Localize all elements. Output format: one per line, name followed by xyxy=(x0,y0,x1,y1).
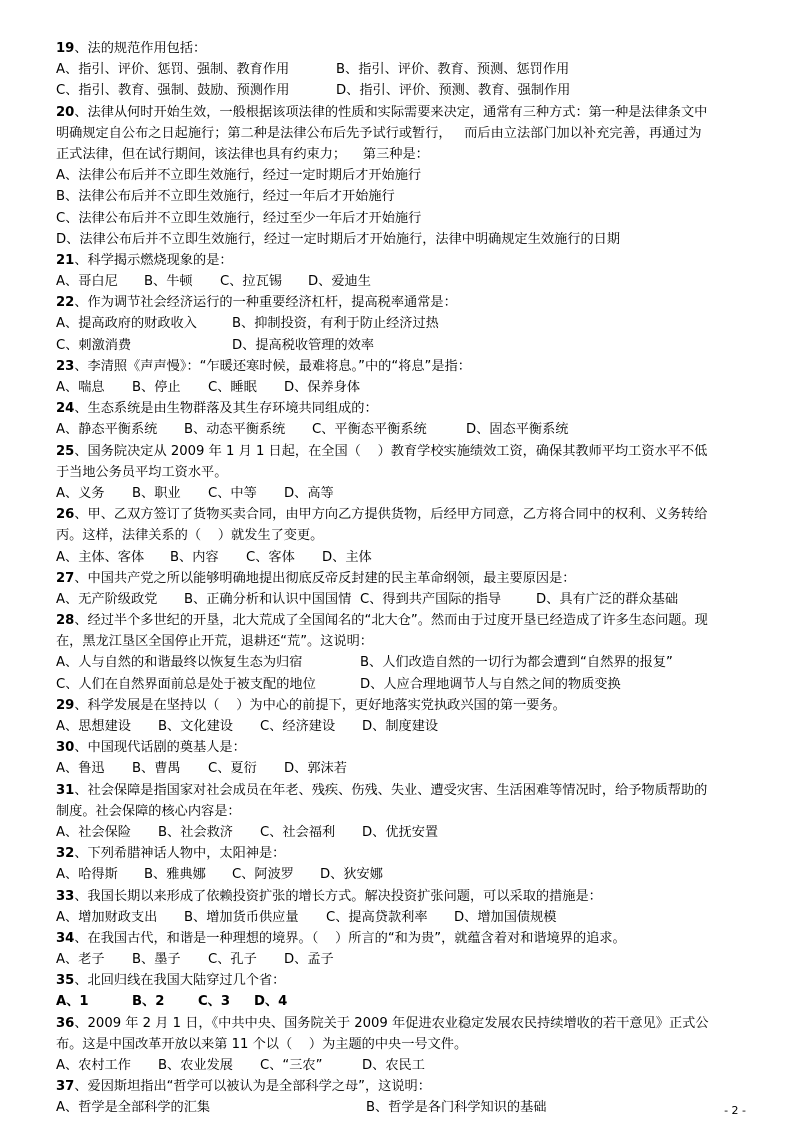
answer-option: C、孔子 xyxy=(208,952,257,968)
question-number: 19 xyxy=(56,41,75,56)
answer-options-row xyxy=(56,674,756,695)
text-line xyxy=(56,144,756,165)
page-number: - 2 - xyxy=(724,1104,746,1117)
answer-option: D、指引、评价、预测、教育、强制作用 xyxy=(336,83,571,99)
question-text: 正式法律，但在试行期间，该法律也具有约束力； 第三种是： xyxy=(56,146,429,162)
answer-options-row xyxy=(56,419,756,440)
question-stem xyxy=(56,928,756,949)
text-line xyxy=(56,186,756,207)
question-number: 36 xyxy=(56,1015,75,1031)
answer-option: D、孟子 xyxy=(284,952,334,968)
answer-options-row xyxy=(56,1097,756,1118)
answer-option: A、哈得斯 xyxy=(56,867,118,883)
answer-option: C、客体 xyxy=(246,549,295,565)
question-number: 33 xyxy=(56,888,75,904)
text-line xyxy=(56,1034,756,1055)
question-number: 22 xyxy=(56,295,75,311)
text-line xyxy=(56,525,756,546)
question-text: 、中国共产党之所以能够明确地提出彻底反帝反封建的民主革命纲领，最主要原因是： xyxy=(74,570,576,586)
answer-options-row xyxy=(56,864,756,885)
answer-option: B、正确分析和认识中国国情 xyxy=(184,591,352,607)
answer-options-row xyxy=(56,716,756,737)
question-text: B、法律公布后并不立即生效施行，经过一年后才开始施行 xyxy=(56,189,395,205)
question-number: 31 xyxy=(56,782,75,798)
answer-option: C、拉瓦锡 xyxy=(220,274,282,290)
question-stem xyxy=(56,1076,756,1097)
answer-option: B、职业 xyxy=(132,485,181,501)
answer-option: C、得到共产国际的指导 xyxy=(360,591,502,607)
question-stem xyxy=(56,610,756,631)
answer-option: A、哲学是全部科学的汇集 xyxy=(56,1100,211,1116)
question-stem xyxy=(56,356,756,377)
answer-option: A、指引、评价、惩罚、强制、教育作用 xyxy=(56,62,290,78)
question-text: 、我国长期以来形成了依赖投资扩张的增长方式。解决投资扩张问题，可以采取的措施是： xyxy=(74,888,602,904)
answer-option: B、雅典娜 xyxy=(144,867,206,883)
question-text: 、北回归线在我国大陆穿过几个省： xyxy=(74,973,286,989)
answer-option: D、固态平衡系统 xyxy=(466,422,569,438)
question-text: C、法律公布后并不立即生效施行，经过至少一年后才开始施行 xyxy=(56,210,422,226)
question-number: 30 xyxy=(56,740,75,756)
answer-option: D、提高税收管理的效率 xyxy=(232,337,375,353)
answer-option: A、鲁迅 xyxy=(56,761,105,777)
answer-option: B、哲学是各门科学知识的基础 xyxy=(366,1100,547,1116)
question-stem xyxy=(56,441,756,462)
question-number: 32 xyxy=(56,846,75,862)
question-stem xyxy=(56,780,756,801)
answer-option: A、1 xyxy=(56,994,89,1010)
answer-option: A、思想建设 xyxy=(56,719,131,734)
answer-option: B、指引、评价、教育、预测、惩罚作用 xyxy=(336,62,570,78)
answer-option: C、刺激消费 xyxy=(56,337,132,353)
answer-options-row xyxy=(56,758,756,779)
question-text: 在，黑龙江垦区全国停止开荒，退耕还“荒”。这说明： xyxy=(56,634,373,650)
answer-option: D、增加国债规模 xyxy=(454,909,557,925)
answer-option: D、4 xyxy=(254,994,288,1010)
answer-option: A、提高政府的财政收入 xyxy=(56,316,197,332)
answer-option: C、平衡态平衡系统 xyxy=(312,422,427,438)
answer-option: C、中等 xyxy=(208,485,257,501)
answer-option: A、哥白尼 xyxy=(56,274,118,290)
question-text: 、科学揭示燃烧现象的是： xyxy=(74,252,233,268)
answer-option: B、曹禺 xyxy=(132,761,181,777)
exam-page-body xyxy=(56,38,756,1119)
answer-option: B、增加货币供应量 xyxy=(184,909,299,925)
answer-option: B、内容 xyxy=(170,549,219,565)
answer-options-row xyxy=(56,377,756,398)
question-number: 21 xyxy=(56,252,75,268)
answer-options-row xyxy=(56,907,756,928)
answer-options-row xyxy=(56,59,756,80)
text-line xyxy=(56,801,756,822)
answer-options-row xyxy=(56,547,756,568)
question-text: 、爱因斯坦指出“哲学可以被认为是全部科学之母”，这说明： xyxy=(74,1079,431,1095)
question-text: 、2009 年 2 月 1 日，《中共中央、国务院关于 2009 年促进农业稳定发展农民持续增收的若干意见》正式公 xyxy=(74,1015,709,1031)
answer-option: A、增加财政支出 xyxy=(56,909,158,925)
answer-option: D、具有广泛的群众基础 xyxy=(536,591,679,607)
question-number: 26 xyxy=(56,507,75,523)
answer-option: C、阿波罗 xyxy=(232,867,294,883)
question-number: 27 xyxy=(56,570,75,586)
question-stem xyxy=(56,38,756,59)
answer-options-row xyxy=(56,1055,756,1076)
question-text: 制度。社会保障的核心内容是： xyxy=(56,803,241,819)
answer-option: D、郭沫若 xyxy=(284,761,347,777)
question-text: D、法律公布后并不立即生效施行，经过一定时期后才开始施行，法律中明确规定生效施行的日期 xyxy=(56,231,621,247)
question-text: 、社会保障是指国家对社会成员在年老、残疾、伤残、失业、遭受灾害、生活困难等情况时，给予物质帮助的 xyxy=(74,782,708,798)
question-text: 、下列希腊神话人物中，太阳神是： xyxy=(74,846,286,862)
question-stem xyxy=(56,1013,756,1034)
question-stem xyxy=(56,250,756,271)
answer-option: B、抑制投资，有利于防止经济过热 xyxy=(232,316,439,332)
question-text: 、法的规范作用包括： xyxy=(74,41,207,56)
answer-option: A、喘息 xyxy=(56,380,105,395)
question-stem xyxy=(56,102,756,123)
question-text: 于当地公务员平均工资水平。 xyxy=(56,464,228,480)
answer-option: B、农业发展 xyxy=(158,1058,233,1073)
answer-option: D、狄安娜 xyxy=(320,867,383,883)
question-stem xyxy=(56,504,756,525)
answer-option: A、静态平衡系统 xyxy=(56,422,158,438)
answer-option: B、社会救济 xyxy=(158,824,233,840)
question-number: 24 xyxy=(56,401,75,417)
question-text: 、作为调节社会经济运行的一种重要经济杠杆，提高税率通常是： xyxy=(74,295,457,311)
answer-option: A、人与自然的和谐最终以恢复生态为归宿 xyxy=(56,655,303,671)
answer-options-row xyxy=(56,271,756,292)
text-line xyxy=(56,229,756,250)
answer-option: C、经济建设 xyxy=(260,719,336,734)
answer-options-row xyxy=(56,652,756,673)
question-text: A、法律公布后并不立即生效施行，经过一定时期后才开始施行 xyxy=(56,168,422,184)
text-line xyxy=(56,631,756,652)
question-text: 、科学发展是在坚持以（ ）为中心的前提下，更好地落实党执政兴国的第一要务。 xyxy=(74,697,566,713)
answer-option: C、人们在自然界面前总是处于被支配的地位 xyxy=(56,676,316,692)
question-text: 、法律从何时开始生效，一般根据该项法律的性质和实际需要来决定，通常有三种方式：第一种是法律条文中 xyxy=(74,104,708,120)
question-number: 34 xyxy=(56,930,75,946)
answer-option: D、人应合理地调节人与自然之间的物质变换 xyxy=(360,676,621,692)
question-stem xyxy=(56,737,756,758)
answer-option: D、保养身体 xyxy=(284,380,361,395)
answer-option: B、牛顿 xyxy=(144,274,193,290)
answer-option: A、义务 xyxy=(56,485,105,501)
text-line xyxy=(56,165,756,186)
answer-option: B、人们改造自然的一切行为都会遭到“自然界的报复” xyxy=(360,655,673,671)
answer-option: B、停止 xyxy=(132,380,181,395)
question-text: 、中国现代话剧的奠基人是： xyxy=(74,740,246,756)
answer-option: C、夏衍 xyxy=(208,761,257,777)
answer-options-row xyxy=(56,335,756,356)
answer-option: D、高等 xyxy=(284,485,334,501)
question-stem xyxy=(56,970,756,991)
answer-options-row xyxy=(56,80,756,101)
answer-option: B、墨子 xyxy=(132,952,181,968)
question-stem xyxy=(56,568,756,589)
answer-option: B、2 xyxy=(132,994,165,1010)
question-stem xyxy=(56,695,756,716)
question-text: 、生态系统是由生物群落及其生存环境共同组成的： xyxy=(74,401,378,417)
answer-option: C、指引、教育、强制、鼓励、预测作用 xyxy=(56,83,290,99)
answer-option: C、3 xyxy=(198,994,231,1010)
question-number: 37 xyxy=(56,1079,75,1095)
answer-option: B、文化建设 xyxy=(158,719,233,734)
answer-option: A、农村工作 xyxy=(56,1058,131,1073)
answer-option: D、农民工 xyxy=(362,1058,425,1073)
answer-option: A、无产阶级政党 xyxy=(56,591,158,607)
answer-option: C、睡眠 xyxy=(208,380,257,395)
answer-option: D、爱迪生 xyxy=(308,274,371,290)
answer-options-row xyxy=(56,589,756,610)
question-text: 、国务院决定从 2009 年 1 月 1 日起，在全国（ ）教育学校实施绩效工资，确保其教师平均工资水平不低 xyxy=(74,443,708,459)
question-number: 28 xyxy=(56,613,75,629)
question-text: 、甲、乙双方签订了货物买卖合同，由甲方向乙方提供货物，后经甲方同意，乙方将合同中的权利、义务转给 xyxy=(74,507,708,523)
question-stem xyxy=(56,886,756,907)
text-line xyxy=(56,462,756,483)
answer-options-row xyxy=(56,822,756,843)
answer-options-row xyxy=(56,483,756,504)
answer-option: C、提高贷款利率 xyxy=(326,909,428,925)
answer-option: B、动态平衡系统 xyxy=(184,422,286,438)
question-text: 、经过半个多世纪的开垦，北大荒成了全国闻名的“北大仓”。然而由于过度开垦已经造成了许多生态问题。现 xyxy=(74,613,708,629)
question-text: 、李清照《声声慢》：“乍暖还寒时候，最难将息。”中的“将息”是指： xyxy=(74,358,471,374)
answer-option: C、“三农” xyxy=(260,1058,323,1073)
answer-option: C、社会福利 xyxy=(260,824,336,840)
question-text: 、在我国古代，和谐是一种理想的境界。（ ）所言的“和为贵”，就蕴含着对和谐境界的追求。 xyxy=(74,930,626,946)
answer-option: A、社会保险 xyxy=(56,824,131,840)
answer-option: D、主体 xyxy=(322,549,372,565)
answer-option: A、主体、客体 xyxy=(56,549,145,565)
question-number: 29 xyxy=(56,697,75,713)
answer-options-row xyxy=(56,949,756,970)
answer-options-row xyxy=(56,991,756,1012)
question-stem xyxy=(56,843,756,864)
question-text: 明确规定自公布之日起施行；第二种是法律公布后先予试行或暂行， 而后由立法部门加以补充完善，再通过为 xyxy=(56,125,702,141)
answer-option: D、制度建设 xyxy=(362,719,439,734)
question-number: 23 xyxy=(56,358,75,374)
question-number: 35 xyxy=(56,973,75,989)
answer-option: D、优抚安置 xyxy=(362,824,439,840)
question-stem xyxy=(56,398,756,419)
answer-options-row xyxy=(56,313,756,334)
question-text: 丙。这样，法律关系的（ ）就发生了变更。 xyxy=(56,528,324,544)
text-line xyxy=(56,208,756,229)
question-stem xyxy=(56,292,756,313)
text-line xyxy=(56,123,756,144)
question-number: 20 xyxy=(56,104,75,120)
answer-option: A、老子 xyxy=(56,952,105,968)
question-number: 25 xyxy=(56,443,75,459)
question-text: 布。这是中国改革开放以来第 11 个以（ ）为主题的中央一号文件。 xyxy=(56,1036,468,1052)
